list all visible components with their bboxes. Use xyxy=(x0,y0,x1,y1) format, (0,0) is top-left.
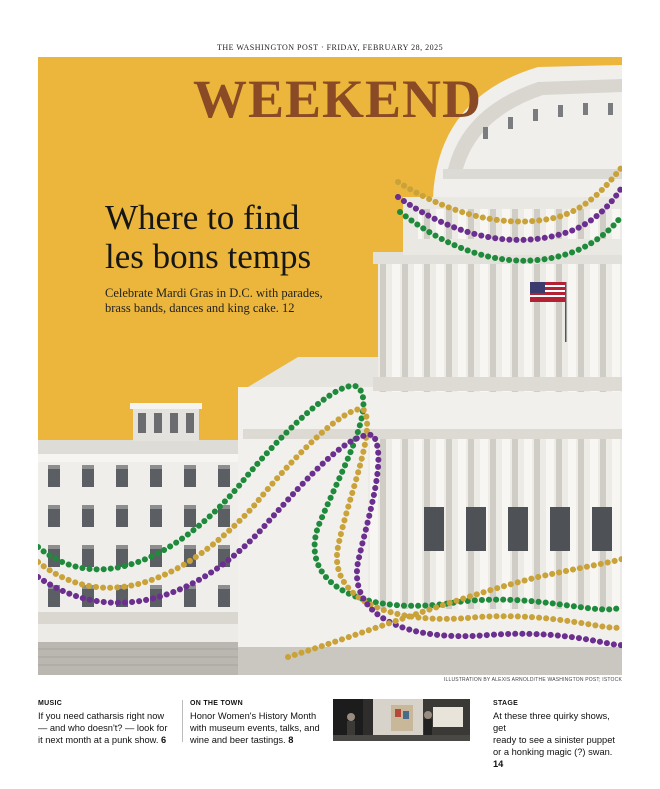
promo-on-the-town[interactable] xyxy=(190,700,330,746)
stage-promo-photo[interactable] xyxy=(333,699,470,741)
promo-line: Honor Women's History Month xyxy=(190,711,317,721)
promo-text xyxy=(493,710,625,770)
section-title: WEEKEND xyxy=(193,69,483,129)
promo-line-text: wine and beer tastings. xyxy=(190,735,286,745)
promo-text xyxy=(38,710,178,746)
promo-line: At these three quirky shows, get xyxy=(493,711,610,733)
promo-line xyxy=(190,734,330,746)
cover-illustration xyxy=(38,57,622,675)
deck-line: Celebrate Mardi Gras in D.C. with parades, xyxy=(105,286,323,300)
cover-headline xyxy=(105,198,365,276)
promo-label: ON THE TOWN xyxy=(190,700,243,707)
deck-line: brass bands, dances and king cake. 12 xyxy=(105,301,295,315)
page-number: 8 xyxy=(288,735,294,745)
promo-line: ready to see a sinister puppet xyxy=(493,735,615,745)
headline-line: les bons temps xyxy=(105,237,312,276)
promo-music[interactable] xyxy=(38,700,178,746)
promo-line xyxy=(493,746,625,770)
stage-photo-image xyxy=(333,699,470,741)
capitol-illustration xyxy=(38,57,622,675)
promo-text xyxy=(190,710,330,746)
promo-line: with museum events, talks, and xyxy=(190,723,320,733)
promo-stage[interactable] xyxy=(493,700,625,770)
masthead-dateline: THE WASHINGTON POST · FRIDAY, FEBRUARY 28, 2025 xyxy=(216,43,444,52)
promo-label: MUSIC xyxy=(38,700,63,707)
promo-line-text: it next month at a punk show. xyxy=(38,735,159,745)
illustration-credit: ILLUSTRATION BY ALEXIS ARNOLD/THE WASHINGTON POST; ISTOCK xyxy=(443,677,622,683)
page-number: 6 xyxy=(161,735,167,745)
promo-line: If you need catharsis right now xyxy=(38,711,165,721)
page-number: 14 xyxy=(493,759,504,769)
cover-deck xyxy=(105,286,345,316)
promo-line xyxy=(38,734,178,746)
promo-divider xyxy=(476,700,477,742)
promo-line: — and who doesn't? — look for xyxy=(38,723,168,733)
promo-label: STAGE xyxy=(493,700,519,707)
headline-line: Where to find xyxy=(105,198,300,237)
promo-line-text: or a honking magic (?) swan. xyxy=(493,747,613,757)
promo-divider xyxy=(182,700,183,742)
